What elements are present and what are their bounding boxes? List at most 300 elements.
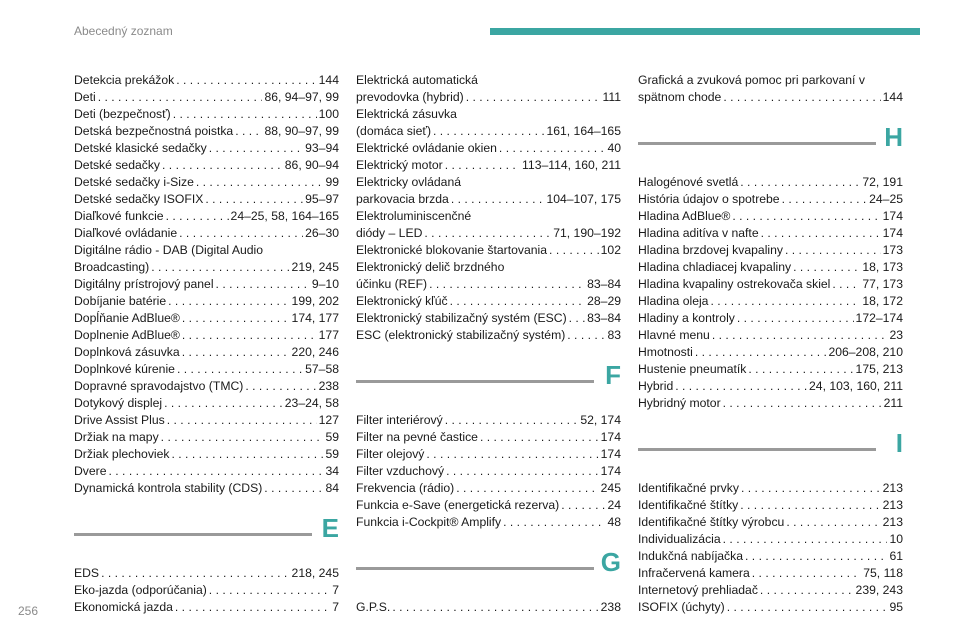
index-entry-heading: Digitálne rádio - DAB (Digital Audio <box>74 243 263 257</box>
dot-leader <box>392 599 598 616</box>
dot-leader <box>727 599 888 616</box>
section-header-G <box>356 547 621 595</box>
index-entry-pages: 218, 245 <box>291 566 339 580</box>
index-entry <box>74 174 339 191</box>
index-entry-term: História údajov o spotrebe <box>638 192 780 206</box>
dot-leader <box>182 310 290 327</box>
index-entry-pages: 72, 191 <box>862 175 903 189</box>
index-entry <box>638 361 903 378</box>
dot-leader <box>737 310 854 327</box>
index-column-2 <box>356 72 621 616</box>
dot-leader <box>712 327 888 344</box>
index-entry-term: Hustenie pneumatík <box>638 362 747 376</box>
index-entry <box>74 327 339 344</box>
index-entry-pages: 177 <box>318 328 339 342</box>
index-entry-term: Elektronický stabilizačný systém (ESC) <box>356 311 567 325</box>
dot-leader <box>424 225 551 242</box>
index-entry <box>74 344 339 361</box>
index-entry <box>356 242 621 259</box>
index-entry <box>356 412 621 429</box>
group-D <box>74 72 339 497</box>
dot-leader <box>456 480 598 497</box>
index-entry-pages: 144 <box>318 73 339 87</box>
group-E <box>74 565 339 616</box>
index-column-1 <box>74 72 339 616</box>
dot-leader <box>740 174 860 191</box>
index-entry-term: Ekonomická jazda <box>74 600 173 614</box>
dot-leader <box>196 174 324 191</box>
index-entry <box>74 157 339 174</box>
index-entry-term: Filter interiérový <box>356 413 443 427</box>
index-entry <box>638 531 903 548</box>
index-entry-term: Dvere <box>74 464 107 478</box>
index-entry <box>74 191 339 208</box>
index-entry-pages: 199, 202 <box>291 294 339 308</box>
index-entry-pages: 220, 246 <box>291 345 339 359</box>
index-entry-term: Dotykový displej <box>74 396 163 410</box>
index-entry-pages: 48 <box>607 515 621 529</box>
dot-leader <box>741 480 881 497</box>
index-entry <box>638 599 903 616</box>
dot-leader <box>166 208 229 225</box>
section-divider <box>638 448 876 451</box>
index-entry-pages: 59 <box>325 447 339 461</box>
index-entry-pages: 9–10 <box>311 277 339 291</box>
index-entry <box>356 310 621 327</box>
index-entry-term: (domáca sieť) <box>356 124 432 138</box>
index-entry-pages: 24, 103, 160, 211 <box>809 379 903 393</box>
index-entry-term: Frekvencia (rádio) <box>356 481 455 495</box>
index-entry-pages: 24–25 <box>869 192 903 206</box>
index-entry-term: Dopĺňanie AdBlue® <box>74 311 180 325</box>
dot-leader <box>782 191 868 208</box>
index-entry-term: Hmotnosti <box>638 345 693 359</box>
index-entry-term: Doplnkové kúrenie <box>74 362 175 376</box>
index-entry-term: Elektrické ovládanie okien <box>356 141 497 155</box>
dot-leader <box>209 140 303 157</box>
dot-leader <box>785 242 881 259</box>
dot-leader <box>172 446 324 463</box>
index-entry-term: Hladina aditíva v nafte <box>638 226 759 240</box>
index-entry-pages: 88, 90–97, 99 <box>264 124 339 138</box>
index-entry <box>638 259 903 276</box>
index-entry-pages: 104–107, 175 <box>546 192 621 206</box>
index-entry <box>74 412 339 429</box>
dot-leader <box>832 276 860 293</box>
index-entry <box>74 565 339 582</box>
dot-leader <box>151 259 289 276</box>
index-entry-pages: 34 <box>325 464 339 478</box>
index-entry <box>74 395 339 412</box>
index-entry-term: Doplnková zásuvka <box>74 345 180 359</box>
index-entry-term: spätnom chode <box>638 90 722 104</box>
dot-leader <box>101 565 289 582</box>
index-entry-pages: 52, 174 <box>580 413 621 427</box>
dot-leader <box>752 565 861 582</box>
index-entry-term: Filter olejový <box>356 447 425 461</box>
dot-leader <box>748 361 853 378</box>
index-entry-heading: Elektricky ovládaná <box>356 175 461 189</box>
index-entry <box>638 276 903 293</box>
index-entry-pages: 211 <box>883 396 903 410</box>
index-entry-pages: 238 <box>318 379 339 393</box>
index-entry-term: ISOFIX (úchyty) <box>638 600 725 614</box>
index-entry-pages: 26–30 <box>305 226 339 240</box>
index-entry-term: Internetový prehliadač <box>638 583 758 597</box>
index-entry-pages: 7 <box>332 600 339 614</box>
index-entry <box>74 72 339 89</box>
index-entry-pages: 18, 172 <box>862 294 903 308</box>
index-entry <box>638 344 903 361</box>
index-entry <box>74 89 339 106</box>
index-entry-pages: 24–25, 58, 164–165 <box>230 209 339 223</box>
index-column-3 <box>638 72 903 616</box>
index-entry <box>74 599 339 616</box>
index-entry-term: Eko-jazda (odporúčania) <box>74 583 207 597</box>
index-entry-term: Elektrický motor <box>356 158 443 172</box>
dot-leader <box>245 378 316 395</box>
index-entry <box>638 242 903 259</box>
dot-leader <box>179 225 303 242</box>
index-entry-term: Infračervená kamera <box>638 566 750 580</box>
index-entry-term: Dynamická kontrola stability (CDS) <box>74 481 263 495</box>
index-entry-heading: Elektronický delič brzdného <box>356 260 505 274</box>
index-entry <box>638 548 903 565</box>
index-entry-term: Broadcasting) <box>74 260 150 274</box>
index-entry-pages: 213 <box>882 515 903 529</box>
section-divider <box>638 142 876 145</box>
index-entry-term: Hybridný motor <box>638 396 721 410</box>
index-entry-pages: 93–94 <box>305 141 339 155</box>
dot-leader <box>216 276 310 293</box>
index-entry-term: Filter vzduchový <box>356 464 445 478</box>
index-entry-pages: 213 <box>882 498 903 512</box>
index-entry <box>74 140 339 157</box>
index-entry-term: Hladina kvapaliny ostrekovača skiel <box>638 277 831 291</box>
index-entry-pages: 174, 177 <box>291 311 339 325</box>
index-entry-term: Detské sedačky i-Size <box>74 175 194 189</box>
dot-leader <box>173 106 317 123</box>
index-entry-term: účinku (REF) <box>356 277 428 291</box>
index-entry <box>74 225 339 242</box>
index-entry-pages: 57–58 <box>305 362 339 376</box>
index-entry-heading: Grafická a zvuková pomoc pri parkovaní v <box>638 73 865 87</box>
index-entry-pages: 59 <box>325 430 339 444</box>
index-entry <box>638 225 903 242</box>
index-entry-term: diódy – LED <box>356 226 423 240</box>
dot-leader <box>740 497 880 514</box>
index-entry-pages: 71, 190–192 <box>553 226 621 240</box>
index-entry <box>74 429 339 446</box>
index-entry <box>356 446 621 463</box>
index-entry-term: Hladina oleja <box>638 294 709 308</box>
index-entry-term: Filter na pevné častice <box>356 430 478 444</box>
index-entry <box>356 514 621 531</box>
index-entry-term: Deti (bezpečnosť) <box>74 107 171 121</box>
index-entry <box>356 276 621 293</box>
index-entry-pages: 83–84 <box>587 311 621 325</box>
index-entry-term: Hlavné menu <box>638 328 710 342</box>
index-entry <box>638 514 903 531</box>
index-entry-pages: 75, 118 <box>863 566 903 580</box>
index-entry-pages: 7 <box>332 583 339 597</box>
dot-leader <box>675 378 807 395</box>
section-divider <box>356 380 594 383</box>
index-entry-pages: 175, 213 <box>855 362 903 376</box>
dot-leader <box>162 157 283 174</box>
index-entry-term: Hladiny a kontroly <box>638 311 735 325</box>
index-entry <box>356 599 621 616</box>
index-entry-pages: 86, 90–94 <box>284 158 339 172</box>
index-entry-term: Diaľkové funkcie <box>74 209 164 223</box>
dot-leader <box>723 531 888 548</box>
dot-leader <box>446 463 599 480</box>
index-entry <box>356 497 621 514</box>
index-entry-term: Identifikačné štítky výrobcu <box>638 515 785 529</box>
section-header-I <box>638 428 903 476</box>
index-entry <box>74 361 339 378</box>
index-entry-pages: 213 <box>882 481 903 495</box>
index-entry-term: Digitálny prístrojový panel <box>74 277 214 291</box>
index-entry-pages: 18, 173 <box>862 260 903 274</box>
dot-leader <box>182 327 317 344</box>
index-entry-pages: 23 <box>889 328 903 342</box>
index-entry-pages: 127 <box>318 413 339 427</box>
index-entry <box>638 208 903 225</box>
dot-leader <box>168 293 289 310</box>
section-header-E <box>74 513 339 561</box>
index-entry <box>356 293 621 310</box>
index-entry <box>638 565 903 582</box>
index-entry-heading: Elektrická zásuvka <box>356 107 457 121</box>
index-entry-heading: Elektrická automatická <box>356 73 478 87</box>
index-entry-pages: 86, 94–97, 99 <box>264 90 339 104</box>
index-entry-pages: 238 <box>600 600 621 614</box>
section-header-H <box>638 122 903 170</box>
index-entry-term: Hladina brzdovej kvapaliny <box>638 243 783 257</box>
running-header: Abecedný zoznam <box>74 24 173 38</box>
header-accent-bar <box>490 28 920 35</box>
index-entry-term: Deti <box>74 90 96 104</box>
dot-leader <box>235 123 262 140</box>
index-entry-pages: 102 <box>600 243 621 257</box>
group-G-cont <box>638 72 903 106</box>
index-entry-pages: 100 <box>318 107 339 121</box>
index-entry-term: Halogénové svetlá <box>638 175 739 189</box>
index-entry-pages: 23–24, 58 <box>284 396 339 410</box>
index-entry <box>356 463 621 480</box>
dot-leader <box>499 140 606 157</box>
group-E-cont <box>356 72 621 344</box>
index-entry-pages: 24 <box>607 498 621 512</box>
dot-leader <box>205 191 303 208</box>
dot-leader <box>182 344 290 361</box>
dot-leader <box>695 344 827 361</box>
dot-leader <box>760 582 854 599</box>
index-entry-pages: 61 <box>889 549 903 563</box>
index-entry <box>356 157 621 174</box>
section-letter: G <box>600 547 621 577</box>
index-entry <box>74 293 339 310</box>
index-entry-term: Elektronický kľúč <box>356 294 448 308</box>
index-entry-pages: 144 <box>882 90 903 104</box>
index-entry-pages: 83 <box>607 328 621 342</box>
index-entry <box>356 89 621 106</box>
section-divider <box>74 533 312 536</box>
index-entry <box>638 293 903 310</box>
index-entry <box>74 310 339 327</box>
dot-leader <box>732 208 880 225</box>
index-entry-pages: 113–114, 160, 211 <box>522 158 621 172</box>
index-entry-pages: 173 <box>882 243 903 257</box>
dot-leader <box>426 446 598 463</box>
index-entry-pages: 245 <box>600 481 621 495</box>
index-entry <box>356 429 621 446</box>
index-entry-pages: 95 <box>889 600 903 614</box>
index-entry <box>638 191 903 208</box>
index-entry-term: parkovacia brzda <box>356 192 449 206</box>
group-G <box>356 599 621 616</box>
index-entry-term: Hybrid <box>638 379 674 393</box>
index-entry <box>74 378 339 395</box>
index-entry-pages: 77, 173 <box>862 277 903 291</box>
dot-leader <box>161 429 324 446</box>
dot-leader <box>176 72 316 89</box>
section-divider <box>356 567 594 570</box>
index-entry-term: Detekcia prekážok <box>74 73 175 87</box>
index-entry-term: Držiak plechoviek <box>74 447 170 461</box>
dot-leader <box>98 89 263 106</box>
index-entry <box>638 395 903 412</box>
dot-leader <box>745 548 887 565</box>
index-entry-pages: 161, 164–165 <box>546 124 621 138</box>
dot-leader <box>175 599 330 616</box>
dot-leader <box>164 395 283 412</box>
index-entry-pages: 84 <box>325 481 339 495</box>
index-entry-term: Drive Assist Plus <box>74 413 165 427</box>
index-entry-pages: 172–174 <box>855 311 903 325</box>
dot-leader <box>549 242 599 259</box>
index-entry <box>356 225 621 242</box>
dot-leader <box>710 293 860 310</box>
index-entry-pages: 174 <box>882 209 903 223</box>
dot-leader <box>793 259 860 276</box>
index-entry <box>356 327 621 344</box>
index-entry-term: Detská bezpečnostná poistka <box>74 124 234 138</box>
index-entry <box>356 123 621 140</box>
index-entry-term: Držiak na mapy <box>74 430 159 444</box>
index-entry-term: Dopravné spravodajstvo (TMC) <box>74 379 244 393</box>
index-entry <box>638 480 903 497</box>
index-entry-pages: 28–29 <box>587 294 621 308</box>
index-entry-pages: 174 <box>882 226 903 240</box>
dot-leader <box>466 89 601 106</box>
index-entry-term: Elektronické blokovanie štartovania <box>356 243 548 257</box>
section-letter: E <box>321 513 339 543</box>
dot-leader <box>433 123 544 140</box>
index-entry <box>638 174 903 191</box>
index-entry-pages: 239, 243 <box>855 583 903 597</box>
index-entry <box>638 497 903 514</box>
index-entry <box>74 582 339 599</box>
dot-leader <box>445 412 579 429</box>
group-I <box>638 480 903 616</box>
section-letter: I <box>895 428 903 458</box>
index-entry <box>638 582 903 599</box>
index-entry-term: Diaľkové ovládanie <box>74 226 178 240</box>
index-entry <box>74 276 339 293</box>
index-entry-term: Indukčná nabíjačka <box>638 549 744 563</box>
dot-leader <box>723 89 880 106</box>
group-H <box>638 174 903 412</box>
index-entry-pages: 99 <box>325 175 339 189</box>
index-entry-pages: 40 <box>607 141 621 155</box>
index-entry <box>74 259 339 276</box>
group-F <box>356 412 621 531</box>
dot-leader <box>109 463 324 480</box>
dot-leader <box>503 514 605 531</box>
section-letter: F <box>605 360 621 390</box>
dot-leader <box>445 157 520 174</box>
dot-leader <box>167 412 317 429</box>
index-entry <box>74 106 339 123</box>
section-header-F <box>356 360 621 408</box>
dot-leader <box>561 497 605 514</box>
dot-leader <box>429 276 585 293</box>
dot-leader <box>480 429 599 446</box>
index-entry <box>74 480 339 497</box>
index-entry <box>74 446 339 463</box>
index-entry-term: Hladina chladiacej kvapaliny <box>638 260 792 274</box>
page-number: 256 <box>18 604 39 618</box>
index-entry-term: Funkcia i-Cockpit® Amplify <box>356 515 502 529</box>
index-entry <box>356 191 621 208</box>
index-entry <box>356 480 621 497</box>
dot-leader <box>450 293 586 310</box>
index-entry <box>638 327 903 344</box>
index-entry-term: Detské klasické sedačky <box>74 141 207 155</box>
index-entry <box>74 463 339 480</box>
index-entry-term: Identifikačné štítky <box>638 498 739 512</box>
index-entry-term: Doplnenie AdBlue® <box>74 328 180 342</box>
index-entry-term: Identifikačné prvky <box>638 481 739 495</box>
index-entry-term: Dobíjanie batérie <box>74 294 167 308</box>
index-entry-pages: 83–84 <box>587 277 621 291</box>
index-entry-pages: 111 <box>602 90 621 104</box>
index-entry <box>74 123 339 140</box>
section-letter: H <box>884 122 903 152</box>
index-entry-term: Detské sedačky ISOFIX <box>74 192 204 206</box>
dot-leader <box>567 327 605 344</box>
index-entry-pages: 10 <box>889 532 903 546</box>
index-entry-pages: 174 <box>600 447 621 461</box>
index-entry <box>74 208 339 225</box>
dot-leader <box>569 310 585 327</box>
index-entry-pages: 174 <box>600 430 621 444</box>
dot-leader <box>451 191 545 208</box>
index-entry-term: ESC (elektronický stabilizačný systém) <box>356 328 566 342</box>
index-entry <box>638 310 903 327</box>
index-entry-heading: Elektroluminiscenčné <box>356 209 472 223</box>
index-entry-term: EDS <box>74 566 100 580</box>
index-entry-pages: 219, 245 <box>291 260 339 274</box>
index-entry-term: G.P.S. <box>356 600 391 614</box>
index-entry-pages: 95–97 <box>305 192 339 206</box>
index-entry-pages: 206–208, 210 <box>828 345 903 359</box>
index-entry <box>638 378 903 395</box>
dot-leader <box>761 225 881 242</box>
index-entry-term: Funkcia e-Save (energetická rezerva) <box>356 498 560 512</box>
